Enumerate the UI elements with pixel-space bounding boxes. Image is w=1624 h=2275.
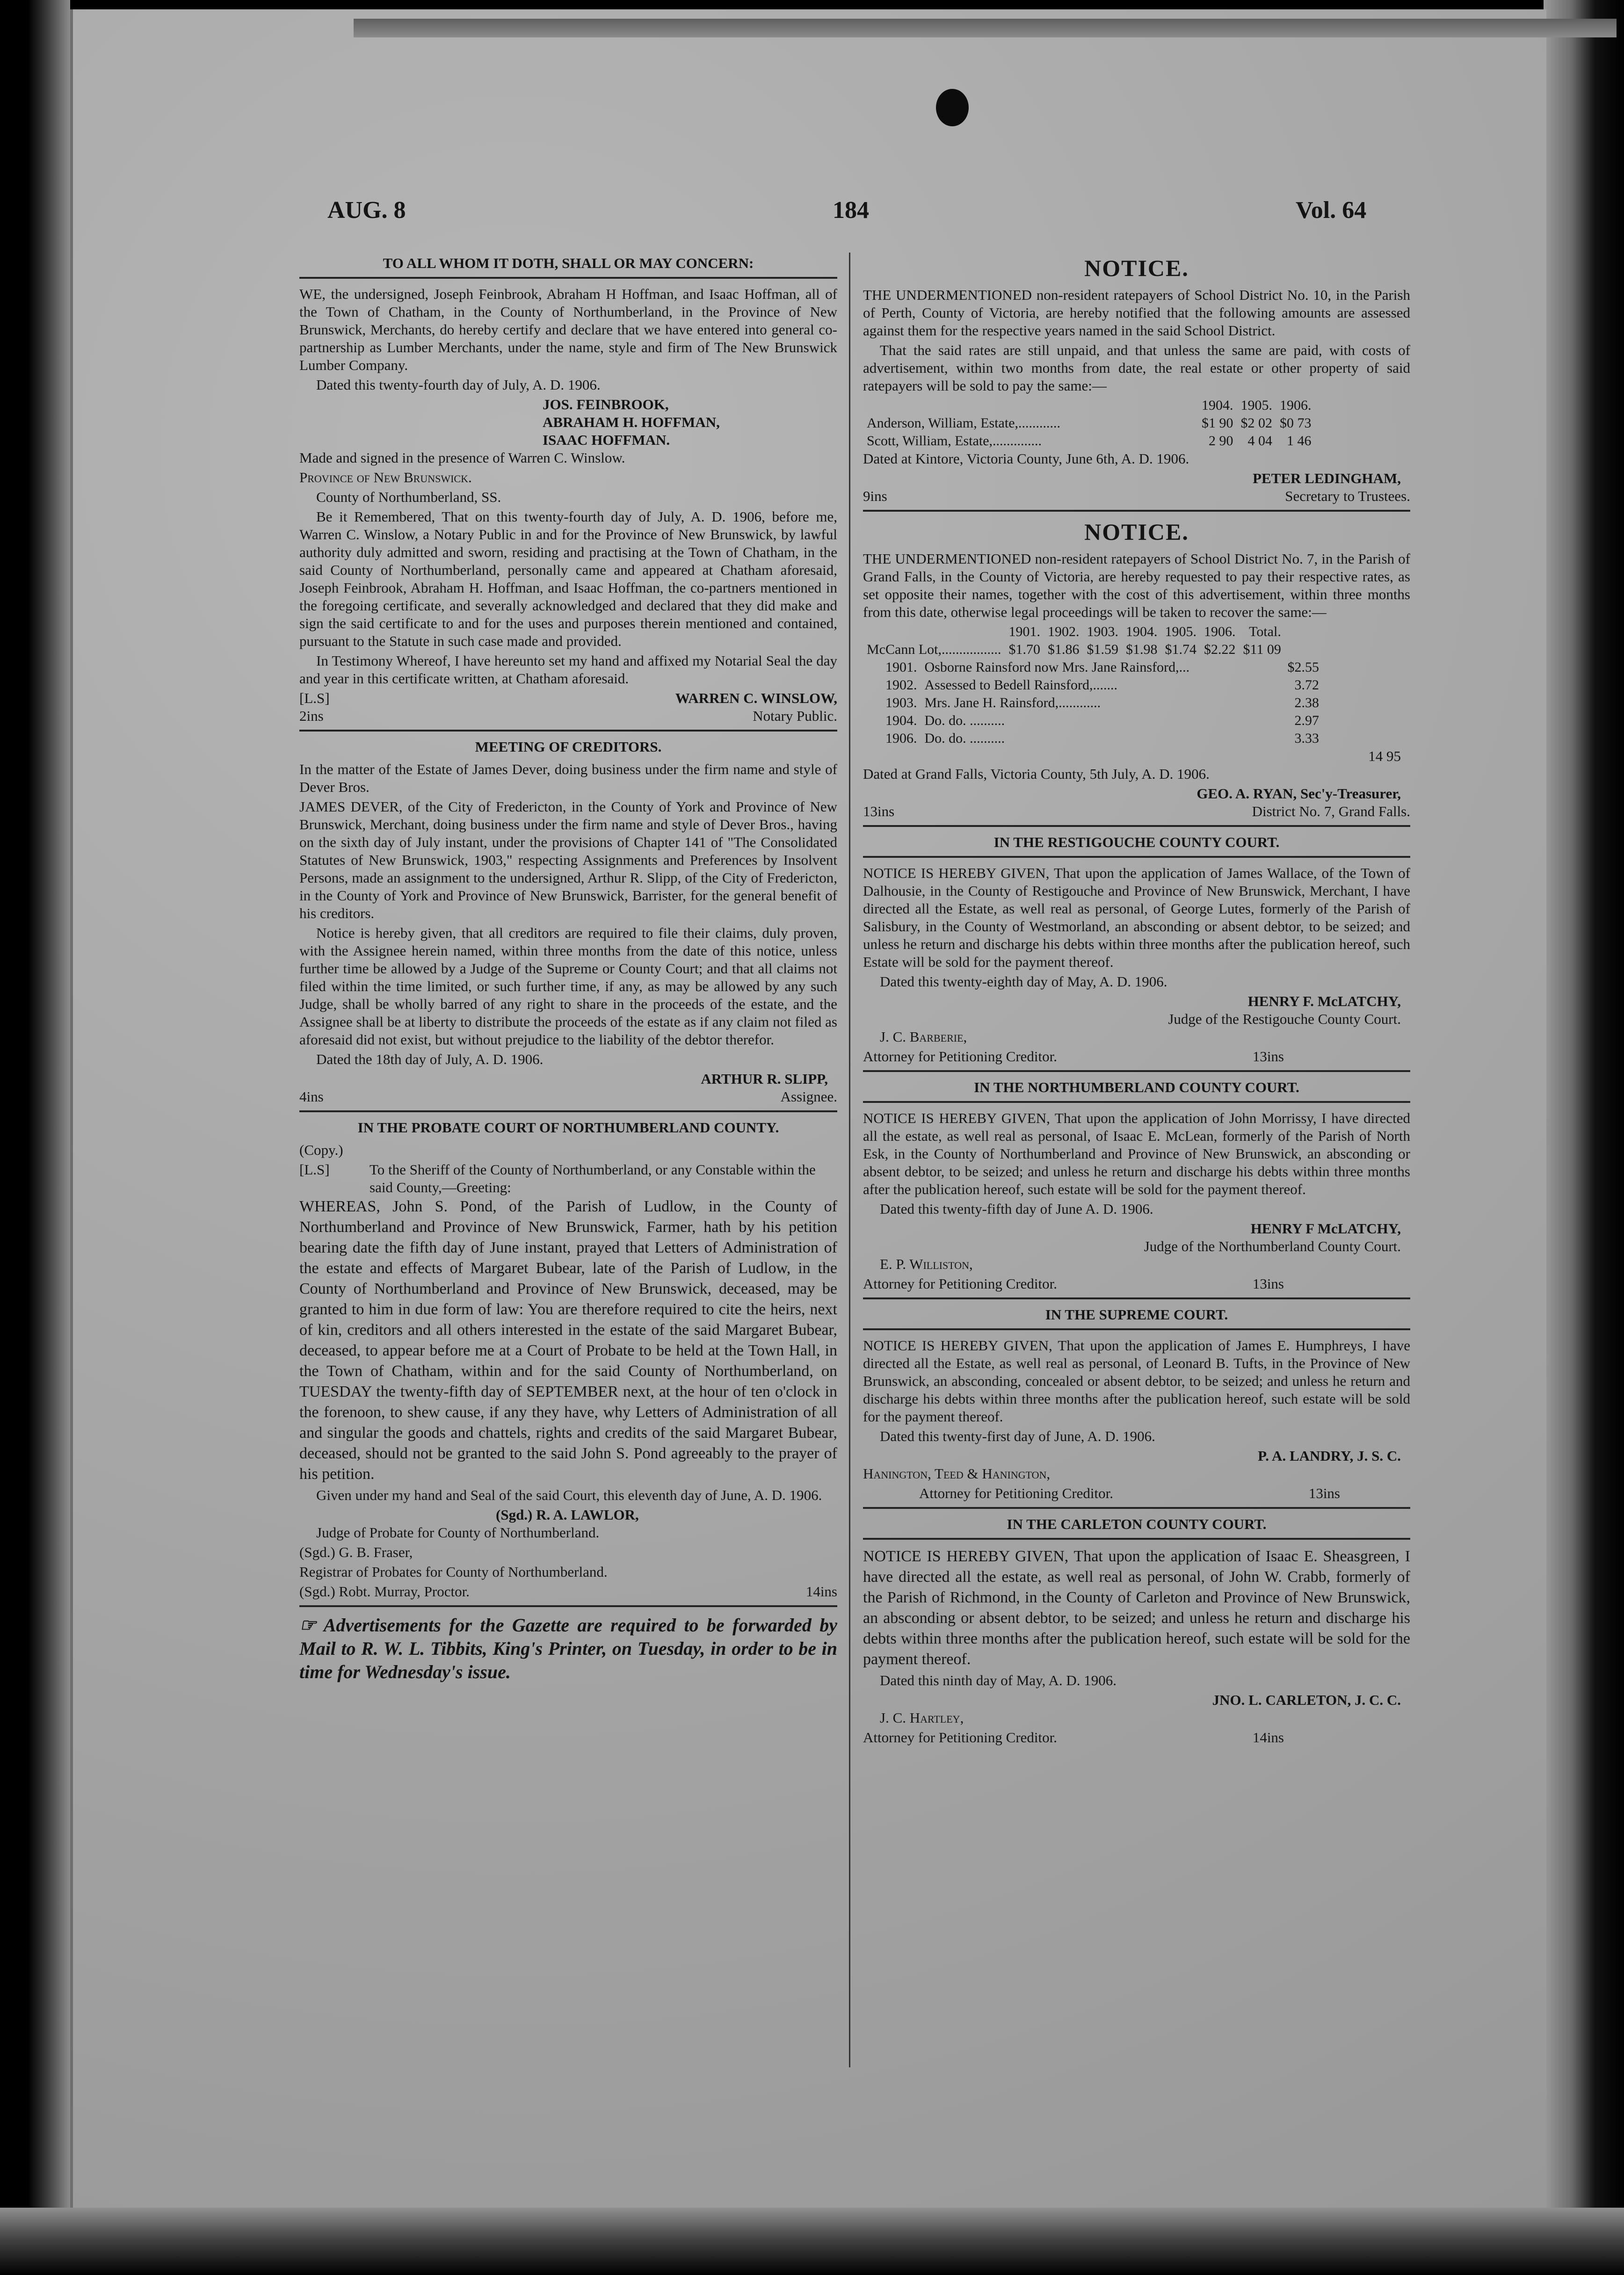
- binding-edge: [354, 19, 1617, 37]
- notary-title: Notary Public.: [753, 708, 837, 724]
- carleton-court-notice: [863, 1515, 1410, 1746]
- divider: [299, 1605, 837, 1607]
- table-row: [863, 432, 1315, 450]
- attorney-name: E. P. Williston,: [880, 1256, 973, 1272]
- divider: [299, 277, 837, 279]
- section-title: NOTICE.: [1084, 519, 1189, 545]
- attorney-name: J. C. Hartley,: [880, 1710, 964, 1726]
- description: Osborne Rainsford now Mrs. Jane Rainsford,...: [924, 659, 1190, 675]
- amount: $1.98: [1125, 642, 1158, 657]
- paragraph: In Testimony Whereof, I have hereunto set my hand and affixed my Notarial Seal the day and year in this certificate written, at Chatham aforesaid.: [299, 652, 837, 687]
- signature: HENRY F. McLATCHY,: [1247, 993, 1401, 1009]
- section-title: IN THE CARLETON COUNTY COURT.: [1007, 1516, 1267, 1532]
- signature-footer: [863, 487, 1410, 505]
- description: Mrs. Jane H. Rainsford,............: [924, 695, 1101, 710]
- scan-border-left: [0, 0, 70, 2275]
- attorney-line: [863, 1275, 1284, 1293]
- paragraph: JAMES DEVER, of the City of Fredericton, in the County of York and Province of New Brunswick, Merchant, doing business under the firm name and style of Dever Bros., having on the sixth day of July instant, under the provisions of Chapter 141 of "The Consolidated Statutes of New Brunswick, 1903," respecting Assignments and Preferences by Insolvent Persons, made an assignment to the undersigned, Arthur R. Slipp, of the City of Fredericton, in the County of York and Province of New Brunswick, Barrister, for the general benefit of his creditors.: [299, 798, 837, 921]
- signature: JOS. FEINBROOK,: [543, 396, 669, 413]
- ratepayer-name: Scott, William, Estate,..............: [867, 433, 1042, 449]
- insertion-count: 14ins: [805, 1583, 837, 1600]
- signature: WARREN C. WINSLOW,: [675, 690, 837, 706]
- school-district-7-notice: [863, 518, 1410, 820]
- amount: 4 04: [1247, 433, 1272, 449]
- total-amount: 14 95: [1368, 748, 1401, 764]
- paragraph: Be it Remembered, That on this twenty-fourth day of July, A. D. 1906, before me, Warren C. Winslow, a Notary Public in and for the Province of New Brunswick, by lawful authority duly admitted and sworn, residing and practising at the Town of Chatham, in the said County of Northumberland, personally came and appeared at Chatham aforesaid, Joseph Feinbrook, Abraham H. Hoffman, and Isaac Hoffman, the co-partners mentioned in the foregoing certificate, and severally acknowledged and declared that they did make and sign the said certificate to and for the uses and purposes therein mentioned and contained, pursuant to the Statute in such case made and provided.: [299, 508, 837, 649]
- paragraph: NOTICE IS HEREBY GIVEN, That upon the application of John Morrissy, I have directed all the estate, as well real as personal, of Isaac E. McLean, formerly of the Parish of North Esk, in the County of Northumberland and Province of New Brunswick, an absconding or absent debtor, to be seized; and unless he return and discharge his debts within three months after the publication hereof, such estate will be sold for the payment thereof.: [863, 1110, 1410, 1197]
- role: Attorney for Petitioning Creditor.: [863, 1048, 1058, 1065]
- insertion-count: 4ins: [299, 1088, 324, 1105]
- description: Do. do. ..........: [924, 713, 1005, 728]
- insertion-count: 13ins: [863, 803, 895, 819]
- year-header: Total.: [1249, 624, 1281, 639]
- issue-date: AUG. 8: [327, 197, 406, 224]
- paragraph: WHEREAS, John S. Pond, of the Parish of Ludlow, in the County of Northumberland and Province of New Brunswick, Farmer, hath by his petition bearing date the fifth day of June instant, prayed that Letters of Administration of the estate and effects of Margaret Bubear, late of the Parish of Ludlow, in the County of Northumberland and Province of New Brunswick, deceased, may be granted to him in due form of law: You are therefore required to cite the heirs, next of kin, creditors and all others interested in the estate of the said Margaret Bubear, deceased, to appear before me at a Court of Probate to be held at the Town Hall, in the Town of Chatham, within and for the said County of Northumberland, on TUESDAY the twenty-fifth day of SEPTEMBER next, at the hour of ten o'clock in the forenoon, to shew cause, if any they have, why Letters of Administration of all and singular the goods and chattels, rights and credits of the said Margaret Bubear, deceased, should not be granted to the said John S. Pond agreeably to the prayer of his petition.: [299, 1198, 837, 1483]
- insertion-count: 14ins: [1252, 1729, 1284, 1746]
- date-line: Dated this ninth day of May, A. D. 1906.: [880, 1672, 1116, 1688]
- signature: P. A. LANDRY, J. S. C.: [1258, 1448, 1401, 1464]
- role: Attorney for Petitioning Creditor.: [919, 1485, 1114, 1501]
- insertion-count: 9ins: [863, 488, 887, 504]
- copy-mark: (Copy.): [299, 1142, 343, 1158]
- divider: [863, 1070, 1410, 1072]
- date-line: Dated this twenty-eighth day of May, A. D. 1906.: [880, 973, 1167, 990]
- section-title: IN THE NORTHUMBERLAND COUNTY COURT.: [974, 1079, 1299, 1095]
- amount: $1.70: [1008, 642, 1040, 657]
- notary-footer: [299, 707, 837, 725]
- seal-mark: [L.S]: [299, 1161, 330, 1178]
- attorney-line: [863, 1485, 1340, 1502]
- section-title: IN THE PROBATE COURT OF NORTHUMBERLAND COUNTY.: [357, 1119, 779, 1136]
- signature: PETER LEDINGHAM,: [1253, 470, 1401, 486]
- year: 1906.: [885, 731, 917, 746]
- insertion-count: 13ins: [1252, 1048, 1284, 1065]
- assessment-table: [882, 659, 1323, 747]
- signature: (Sgd.) G. B. Fraser,: [299, 1544, 413, 1560]
- signature: HENRY F McLATCHY,: [1250, 1220, 1401, 1237]
- year-header: 1901.: [1008, 624, 1040, 639]
- paragraph: THE UNDERMENTIONED non-resident ratepayers of School District No. 7, in the Parish of Grand Falls, in the County of Victoria, are hereby requested to pay their respective rates, as set opposite their names, together with the cost of this advertisement, within three months from this date, otherwise legal proceedings will be taken to recover the same:—: [863, 551, 1410, 620]
- paragraph: NOTICE IS HEREBY GIVEN, That upon the application of James Wallace, of the Town of Dalhousie, in the County of Restigouche and Province of New Brunswick, Merchant, I have directed all the Estate, as well real as personal, of George Lutes, formerly of the Parish of Salisbury, in the County of Westmorland, an absconding or absent debtor, to be seized; and unless he return and discharge his debts within three months after the publication hereof, such Estate will be sold for the payment thereof.: [863, 865, 1410, 970]
- year-header: 1903.: [1087, 624, 1118, 639]
- scan-border-right: [1544, 0, 1624, 2275]
- attorney-line: [863, 1729, 1284, 1746]
- signature: ABRAHAM H. HOFFMAN,: [543, 414, 720, 430]
- insertion-count: 13ins: [1308, 1485, 1340, 1501]
- year: 1901.: [885, 659, 917, 675]
- role: Secretary to Trustees.: [1285, 488, 1410, 504]
- amount: $2.22: [1204, 642, 1236, 657]
- year: 1902.: [885, 677, 917, 693]
- amount: $2 02: [1240, 415, 1272, 431]
- county-line: County of Northumberland, SS.: [316, 489, 501, 505]
- divider: [299, 730, 837, 732]
- table-row: [882, 712, 1323, 730]
- province-line: Province of New Brunswick.: [299, 469, 472, 485]
- year-header: 1906.: [1204, 624, 1236, 639]
- date-line: Dated at Grand Falls, Victoria County, 5th July, A. D. 1906.: [863, 766, 1210, 782]
- meeting-of-creditors: [299, 738, 837, 1106]
- signature: ARTHUR R. SLIPP,: [701, 1071, 828, 1087]
- year-header: 1906.: [1280, 398, 1312, 413]
- paragraph: That the said rates are still unpaid, and that unless the same are paid, with costs of advertisement, within two months from date, the real estate or other property of said ratepayers will be sold to pay the same:—: [863, 342, 1410, 394]
- amount: 3.72: [1294, 677, 1319, 693]
- punch-hole: [936, 89, 969, 126]
- school-district-10-notice: [863, 254, 1410, 505]
- date-line: Dated this twenty-fourth day of July, A. D. 1906.: [316, 377, 601, 393]
- table-row: [863, 641, 1285, 659]
- scan-border-bottom: [0, 2208, 1624, 2275]
- judge-title: Judge of Probate for County of Northumberland.: [316, 1524, 600, 1541]
- table-row: [882, 694, 1323, 712]
- section-title: NOTICE.: [1084, 255, 1189, 281]
- amount: $11 09: [1243, 642, 1281, 657]
- divider: [863, 1328, 1410, 1330]
- signature: JNO. L. CARLETON, J. C. C.: [1212, 1692, 1401, 1708]
- ratepayer-name: Anderson, William, Estate,............: [867, 415, 1061, 431]
- probate-court-notice: [299, 1119, 837, 1601]
- signature-footer: [863, 803, 1410, 820]
- date-line: Dated this twenty-first day of June, A. D. 1906.: [880, 1428, 1155, 1444]
- section-title: TO ALL WHOM IT DOTH, SHALL OR MAY CONCERN:: [383, 255, 754, 271]
- divider: [863, 1538, 1410, 1540]
- rates-table: [863, 397, 1315, 450]
- role: District No. 7, Grand Falls.: [1252, 803, 1410, 819]
- divider: [863, 1101, 1410, 1103]
- table-row: [882, 659, 1323, 676]
- proctor-line: [299, 1583, 837, 1601]
- northumberland-court-notice: [863, 1079, 1410, 1293]
- amount: $1.74: [1165, 642, 1196, 657]
- advertising-notice: ☞ Advertisements for the Gazette are required to be forwarded by Mail to R. W. L. Tibbits, King's Printer, on Tuesday, in order to be in time for Wednesday's issue.: [299, 1615, 837, 1682]
- paragraph: WE, the undersigned, Joseph Feinbrook, Abraham H Hoffman, and Isaac Hoffman, all of the Town of Chatham, in the County of Northumberland, in the Province of New Brunswick, Merchants, do hereby certify and declare that we have entered into general co-partnership as Lumber Merchants, under the name, style and firm of The New Brunswick Lumber Company.: [299, 286, 837, 373]
- amount: 2.97: [1294, 713, 1319, 728]
- table-header: [863, 397, 1315, 414]
- address: To the Sheriff of the County of Northumberland, or any Constable within the said County,—Greeting:: [370, 1161, 816, 1195]
- role: Attorney for Petitioning Creditor.: [863, 1729, 1058, 1746]
- partnership-notice: [299, 254, 837, 725]
- paragraph: NOTICE IS HEREBY GIVEN, That upon the application of Isaac E. Sheasgreen, I have directed all the estate, as well real as personal, of John W. Crabb, formerly of the Parish of Richmond, in the County of Carleton and Province of New Brunswick, an absconding or absent debtor, to be seized; and unless he return and discharge his debts within three months after the publication hereof, such estate will be sold for the payment thereof.: [863, 1548, 1410, 1668]
- signature: (Sgd.) Robt. Murray, Proctor.: [299, 1583, 470, 1600]
- table-row: [882, 730, 1323, 747]
- column-divider: [849, 253, 850, 2067]
- attorney-line: [863, 1048, 1284, 1065]
- section-title: IN THE RESTIGOUCHE COUNTY COURT.: [993, 834, 1280, 850]
- section-title: IN THE SUPREME COURT.: [1045, 1306, 1228, 1323]
- right-column: [863, 253, 1410, 1749]
- year: 1904.: [885, 713, 917, 728]
- judge-title: Judge of the Northumberland County Court.: [1144, 1238, 1401, 1254]
- registrar-title: Registrar of Probates for County of Northumberland.: [299, 1564, 608, 1580]
- description: Do. do. ..........: [924, 731, 1005, 746]
- year-header: 1904.: [1125, 624, 1158, 639]
- table-row: [863, 414, 1315, 432]
- attorney-name: J. C. Barberie,: [880, 1029, 967, 1045]
- insertion-count: 13ins: [1252, 1275, 1284, 1292]
- amount: 3.33: [1294, 731, 1319, 746]
- seal-mark: [L.S]: [299, 690, 330, 706]
- date-line: Dated at Kintore, Victoria County, June 6th, A. D. 1906.: [863, 450, 1189, 467]
- paragraph: THE UNDERMENTIONED non-resident ratepayers of School District No. 10, in the Parish of Perth, County of Victoria, are hereby notified that the following amounts are assessed against them for the respective years named in the said School District.: [863, 287, 1410, 339]
- year-header: 1905.: [1240, 398, 1272, 413]
- attorney-name: Hanington, Teed & Hanington,: [863, 1465, 1051, 1482]
- amount: $1 90: [1202, 415, 1233, 431]
- divider: [863, 825, 1410, 827]
- signature-footer: [299, 1088, 837, 1106]
- description: Assessed to Bedell Rainsford,.......: [924, 677, 1117, 693]
- notary-block: [299, 689, 837, 707]
- date-line: Dated the 18th day of July, A. D. 1906.: [316, 1051, 544, 1067]
- table-header: [863, 623, 1285, 641]
- divider: [299, 1110, 837, 1112]
- page-number: 184: [833, 197, 869, 224]
- amount: 2 90: [1209, 433, 1233, 449]
- signature: GEO. A. RYAN, Sec'y-Treasurer,: [1196, 785, 1401, 802]
- lot-name: McCann Lot,.................: [867, 642, 1001, 657]
- divider: [863, 510, 1410, 512]
- witness-line: Made and signed in the presence of Warren C. Winslow.: [299, 449, 625, 466]
- section-title: MEETING OF CREDITORS.: [475, 739, 662, 755]
- insertion-count: 2ins: [299, 708, 324, 724]
- divider: [863, 856, 1410, 858]
- divider: [863, 1297, 1410, 1299]
- role: Assignee.: [780, 1088, 837, 1105]
- divider: [863, 1507, 1410, 1509]
- year-header: 1905.: [1165, 624, 1196, 639]
- paragraph: In the matter of the Estate of James Dever, doing business under the firm name and style of Dever Bros.: [299, 761, 837, 795]
- date-line: Given under my hand and Seal of the said Court, this eleventh day of June, A. D. 1906.: [316, 1487, 822, 1503]
- year-header: 1902.: [1047, 624, 1080, 639]
- year: 1903.: [885, 695, 917, 710]
- amount: $1.86: [1047, 642, 1080, 657]
- amount: $0 73: [1280, 415, 1312, 431]
- restigouche-court-notice: [863, 833, 1410, 1065]
- address-line: [299, 1161, 837, 1196]
- left-column: [299, 253, 837, 1686]
- paragraph: Notice is hereby given, that all creditors are required to file their claims, duly proven, with the Assignee herein named, within three months from the date of this notice, unless further time be allowed by a Judge of the Supreme or County Court; and that all claims not filed within the time limited, or such further time, if any, as may be allowed by any such Judge, shall be wholly barred of any right to share in the proceeds of the estate, and the Assignee shall be at liberty to distribute the proceeds of the estate as if any claim not filed as aforesaid did not exist, but without prejudice to the liability of the debtor therefor.: [299, 925, 837, 1048]
- table-row: [882, 676, 1323, 694]
- role: Attorney for Petitioning Creditor.: [863, 1275, 1058, 1292]
- signature: (Sgd.) R. A. LAWLOR,: [496, 1507, 639, 1523]
- paragraph: NOTICE IS HEREBY GIVEN, That upon the application of James E. Humphreys, I have directed all the Estate, as well real as personal, of Leonard B. Tufts, in the Province of New Brunswick, an absconding, concealed or absent debtor, to be seized; and unless he return and discharge his debts within three months after the publication hereof, such estate will be sold for the payment thereof.: [863, 1337, 1410, 1425]
- rates-table: [863, 623, 1285, 659]
- amount: $1.59: [1087, 642, 1118, 657]
- volume-number: Vol. 64: [1296, 197, 1367, 224]
- amount: 2.38: [1294, 695, 1319, 710]
- supreme-court-notice: [863, 1306, 1410, 1502]
- amount: $2.55: [1287, 659, 1319, 675]
- year-header: 1904.: [1202, 398, 1233, 413]
- date-line: Dated this twenty-fifth day of June A. D. 1906.: [880, 1201, 1153, 1217]
- amount: 1 46: [1287, 433, 1312, 449]
- judge-title: Judge of the Restigouche County Court.: [1168, 1011, 1401, 1027]
- signature: ISAAC HOFFMAN.: [543, 432, 670, 448]
